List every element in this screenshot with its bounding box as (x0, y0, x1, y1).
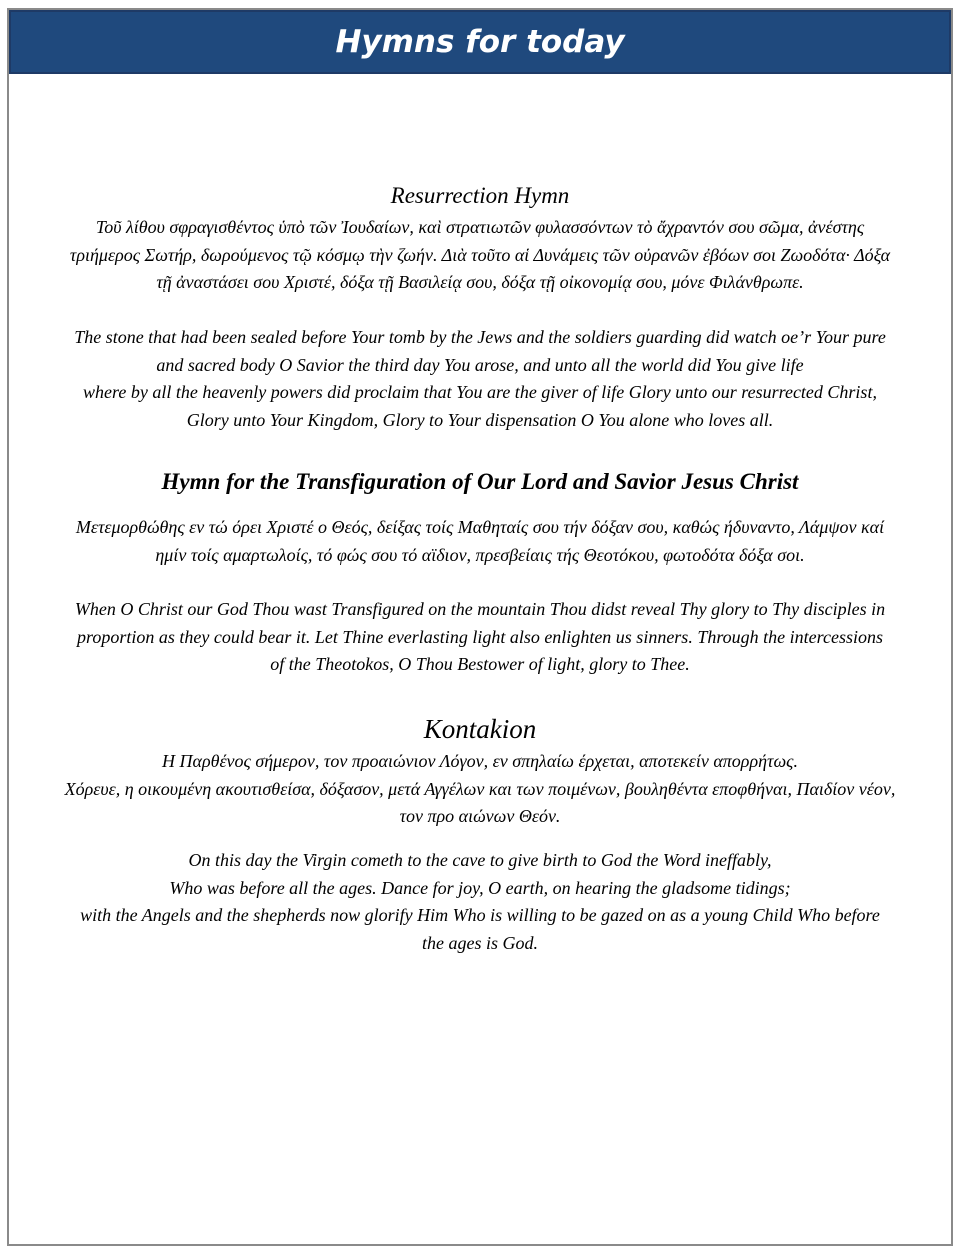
kontakion-english (10, 847, 950, 957)
greek-line: τῇ ἀναστάσει σου Χριστέ, δόξα τῇ Βασιλείᾳ σου, δόξα τῇ οἰκονομίᾳ σου, μόνε Φιλάνθρωπε. (156, 272, 804, 292)
resurrection-english (10, 324, 950, 434)
english-line: The stone that had been sealed before Your tomb by the Jews and the soldiers guarding did watch oe’r Your pure (74, 327, 886, 347)
kontakion-greek (10, 748, 950, 831)
english-line: On this day the Virgin cometh to the cave to give birth to God the Word ineffably, (188, 850, 772, 870)
transfiguration-heading: Hymn for the Transfiguration of Our Lord and Savior Jesus Christ (161, 469, 799, 494)
greek-line: Η Παρθένος σήμερον, τον προαιώνιον Λόγον, εν σπηλαίω έρχεται, αποτεκείν απορρήτως. (162, 751, 798, 771)
greek-line: Μετεμορθώθης εν τώ όρει Χριστέ ο Θεός, δείξας τοίς Μαθηταίς σου τήν δόξαν σου, καθώς ήδυναντο, Λάμψον καί (75, 517, 885, 537)
greek-line: Τοῦ λίθου σφραγισθέντος ὑπὸ τῶν Ἰουδαίων, καὶ στρατιωτῶν φυλασσόντων τὸ ἄχραντόν σου σῶμα, ἀνέστης (95, 217, 865, 237)
english-line: proportion as they could bear it. Let Thine everlasting light also enlighten us sinners. Through the intercessions (77, 626, 883, 647)
english-line: of the Theotokos, O Thou Bestower of light, glory to Thee. (270, 654, 690, 674)
kontakion-heading-block (10, 713, 950, 745)
kontakion-heading: Kontakion (423, 714, 537, 744)
header-banner (9, 10, 951, 74)
greek-line: τριήμερος Σωτήρ, δωρούμενος τῷ κόσμῳ τὴν ζωήν. Διὰ τοῦτο αἱ Δυνάμεις τῶν οὐρανῶν ἐβόων σοι Ζωοδότα· Δόξα (69, 244, 891, 265)
english-line: Who was before all the ages. Dance for joy, O earth, on hearing the gladsome tidings; (169, 877, 791, 898)
english-line: where by all the heavenly powers did proclaim that You are the giver of life Glory unto our resurrected Christ, (83, 382, 877, 402)
english-line: Glory unto Your Kingdom, Glory to Your dispensation O You alone who loves all. (186, 409, 774, 430)
transfiguration-heading-block (10, 468, 950, 496)
greek-line: Χόρευε, η οικουμένη ακουτισθείσα, δόξασον, μετά Αγγέλων και των ποιμένων, βουληθέντα εποφθήναι, Παιδίον νέον, (64, 778, 896, 799)
transfiguration-greek (10, 514, 950, 569)
english-line: the ages is God. (422, 932, 538, 953)
english-line: When O Christ our God Thou wast Transfigured on the mountain Thou didst reveal Thy glory to Thy disciples in (74, 599, 886, 619)
resurrection-heading-block (10, 182, 950, 210)
page-title: Hymns for today (335, 24, 625, 60)
greek-line: ημίν τοίς αμαρτωλοίς, τό φώς σου τό αϊδιον, πρεσβείαις τής Θεοτόκου, φωτοδότα δόξα σοι. (155, 544, 805, 565)
english-line: and sacred body O Savior the third day You arose, and unto all the world did You give life (156, 354, 804, 375)
resurrection-greek (10, 214, 950, 297)
english-line: with the Angels and the shepherds now glorify Him Who is willing to be gazed on as a young Child Who before (80, 905, 880, 925)
resurrection-heading: Resurrection Hymn (390, 183, 570, 208)
transfiguration-english (10, 596, 950, 679)
greek-line: τον προ αιώνων Θεόν. (399, 806, 561, 826)
